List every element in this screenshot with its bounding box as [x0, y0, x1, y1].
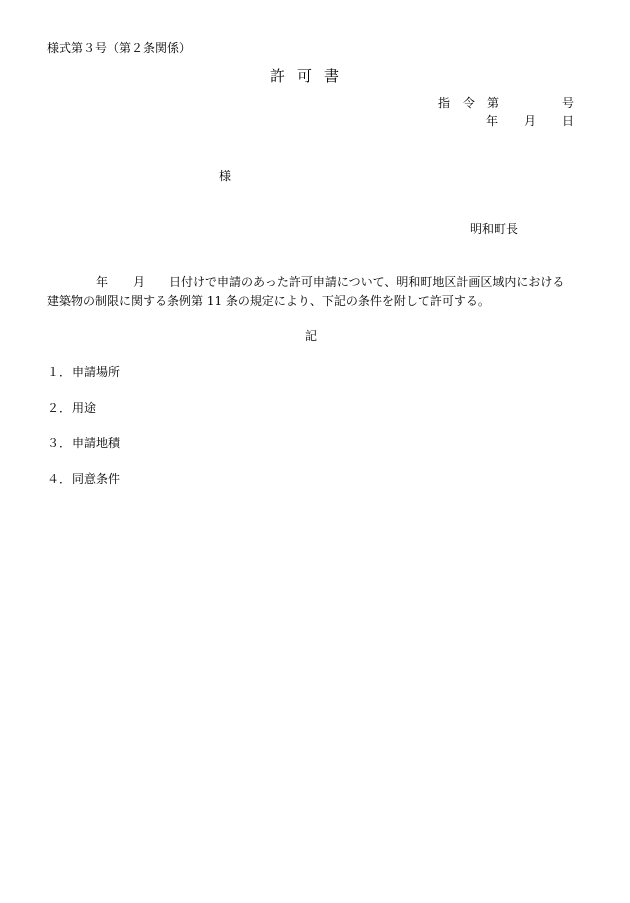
- directive-prefix-2: 令: [463, 96, 476, 110]
- list-item: [47, 437, 120, 449]
- item-label: 同意条件: [72, 472, 121, 486]
- item-label: 申請場所: [72, 365, 121, 379]
- date-month: 月: [524, 114, 537, 128]
- form-number: 様式第３号（第２条関係）: [47, 41, 192, 55]
- date-year: 年: [486, 114, 499, 128]
- list-item: [47, 473, 120, 485]
- item-number: １．: [47, 365, 72, 379]
- body-line-2: 建築物の制限に関する条例第 11 条の規定により、下記の条件を附して許可する。: [47, 294, 490, 308]
- body-month: 月: [133, 275, 146, 289]
- item-number: ３．: [47, 436, 72, 450]
- item-number: ２．: [47, 401, 72, 415]
- list-item: [47, 402, 96, 414]
- directive-prefix-3: 第: [487, 96, 500, 110]
- body-line-1-text: 日付けで申請のあった許可申請について、明和町地区計画区域内における: [169, 275, 565, 289]
- list-item: [47, 366, 120, 378]
- item-number: ４．: [47, 472, 72, 486]
- directive-suffix: 号: [562, 96, 575, 110]
- item-label: 申請地積: [72, 436, 121, 450]
- directive-prefix-1: 指: [438, 96, 451, 110]
- addressee-suffix: 様: [219, 169, 232, 183]
- body-line-1: [47, 276, 577, 295]
- body-year: 年: [96, 275, 109, 289]
- permission-body: [47, 276, 577, 314]
- document-title: 許可書: [270, 67, 352, 85]
- issuer-name: 明和町長: [470, 222, 519, 236]
- date-day: 日: [562, 114, 575, 128]
- note-heading: 記: [305, 329, 318, 343]
- item-label: 用途: [72, 401, 97, 415]
